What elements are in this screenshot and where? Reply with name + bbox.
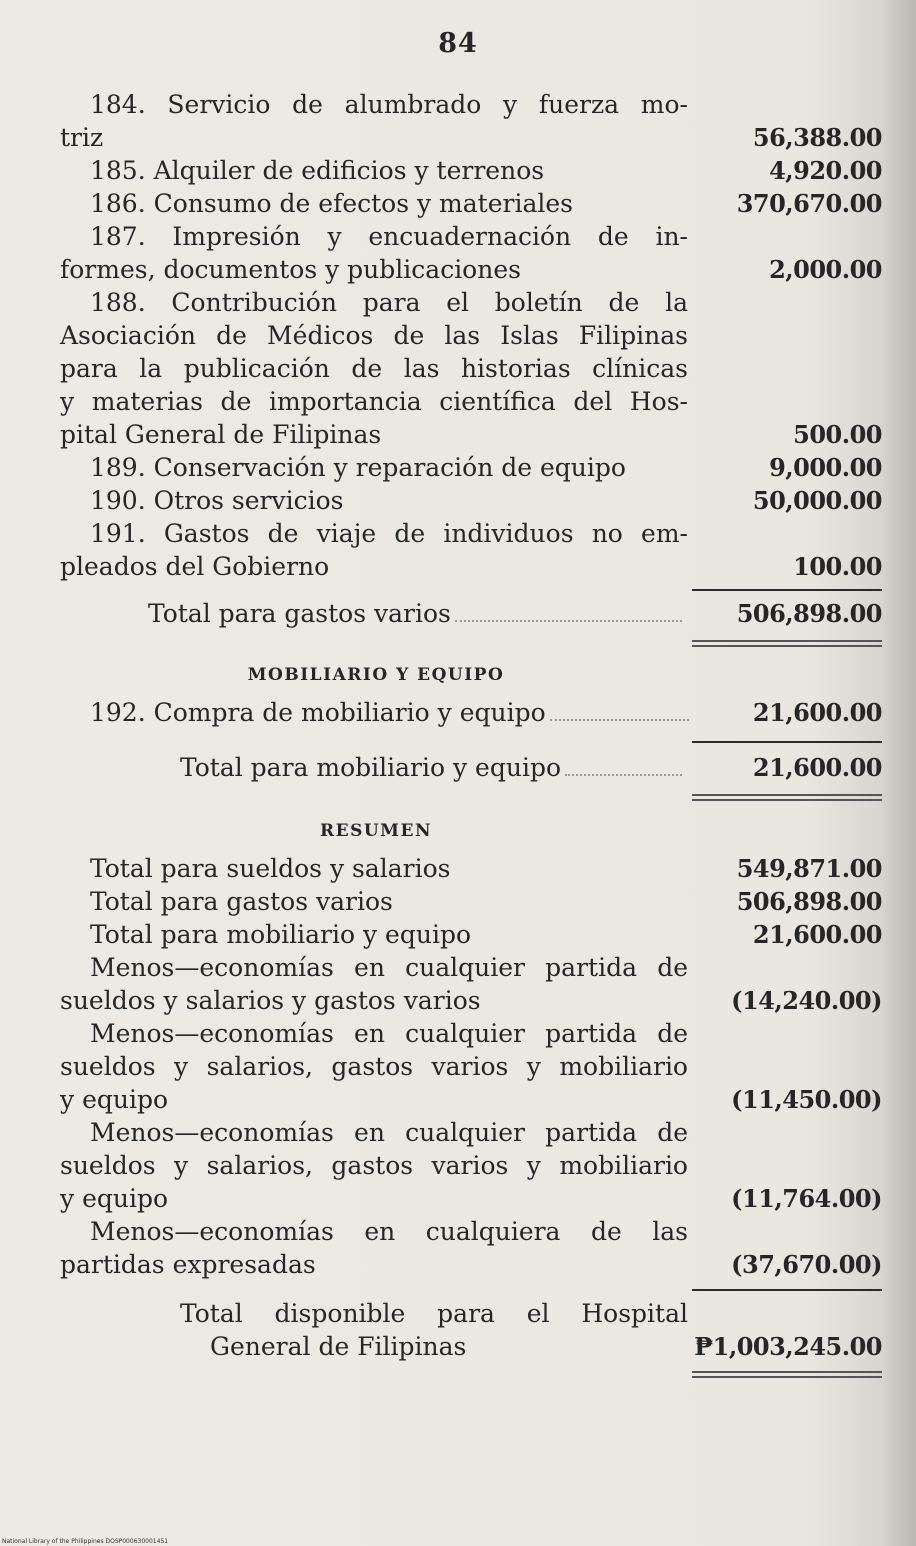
budget-item-text-line: y materias de importancia científica del Hos- <box>60 387 688 416</box>
budget-item-text-line: 189. Conservación y reparación de equipo <box>90 453 626 482</box>
resumen-item-text-line: Total para mobiliario y equipo <box>90 920 472 949</box>
double-rule <box>692 1371 882 1378</box>
resumen-item-row <box>60 1017 882 1116</box>
resumen-item-amount: (11,450.00) <box>731 1085 882 1114</box>
grand-total-line-2: General de Filipinas <box>210 1332 467 1361</box>
resumen-item-amount: 549,871.00 <box>736 854 882 883</box>
budget-item-text-line: 184. Servicio de alumbrado y fuerza mo- <box>90 90 688 119</box>
resumen-item-line <box>60 1050 688 1083</box>
resumen-item-row <box>60 1215 882 1281</box>
budget-item-text-line: 188. Contribución para el boletín de la <box>90 288 688 317</box>
mobiliario-item-row <box>60 696 882 729</box>
budget-item-amount: 56,388.00 <box>752 123 882 152</box>
library-footer: National Library of the Philippines DOSP000630001451 <box>2 1538 169 1545</box>
total-gastos-row <box>60 597 882 630</box>
dot-leader <box>550 719 689 721</box>
resumen-item-text-line: Menos—economías en cualquier partida de <box>90 1118 688 1147</box>
resumen-item-text-line: partidas expresadas <box>60 1250 316 1279</box>
resumen-item-amount: 506,898.00 <box>736 887 882 916</box>
resumen-item-amount: (37,670.00) <box>731 1250 882 1279</box>
resumen-item-text-line: sueldos y salarios, gastos varios y mobiliario <box>60 1052 688 1081</box>
resumen-item-text-line: y equipo <box>60 1184 169 1213</box>
budget-item-text-line: formes, documentos y publicaciones <box>60 255 521 284</box>
budget-item-text-line: 186. Consumo de efectos y materiales <box>90 189 573 218</box>
resumen-item-line <box>60 1017 688 1050</box>
dot-leader <box>455 620 682 622</box>
resumen-item-text-line: sueldos y salarios, gastos varios y mobiliario <box>60 1151 688 1180</box>
grand-total-amount: ₱1,003,245.00 <box>694 1332 882 1361</box>
resumen-item-text-line: Menos—economías en cualquier partida de <box>90 953 688 982</box>
resumen-item-text-line: Total para gastos varios <box>90 887 393 916</box>
resumen-item-text-line: sueldos y salarios y gastos varios <box>60 986 481 1015</box>
resumen-item-line <box>60 1116 688 1149</box>
resumen-list <box>60 852 882 1281</box>
resumen-item-line <box>60 1215 688 1248</box>
mobiliario-heading: MOBILIARIO Y EQUIPO <box>247 665 505 685</box>
resumen-item-row <box>60 852 882 885</box>
resumen-item-text-line: Total para sueldos y salarios <box>90 854 451 883</box>
budget-item-amount: 370,670.00 <box>736 189 882 218</box>
budget-item-line <box>60 220 688 253</box>
total-mobiliario-row <box>60 751 882 784</box>
total-gastos-amount: 506,898.00 <box>736 599 882 628</box>
budget-item-row <box>60 220 882 286</box>
budget-item-text-line: pleados del Gobierno <box>60 552 330 581</box>
budget-item-row <box>60 154 882 187</box>
subtotal-rule <box>692 589 882 591</box>
resumen-item-amount: (11,764.00) <box>731 1184 882 1213</box>
resumen-item-row <box>60 885 882 918</box>
budget-item-amount: 100.00 <box>793 552 882 581</box>
dot-leader <box>565 774 682 776</box>
budget-item-text-line: Asociación de Médicos de las Islas Filipinas <box>60 321 688 350</box>
subtotal-rule <box>692 1289 882 1291</box>
budget-item-line <box>60 88 688 121</box>
mobiliario-item-label: 192. Compra de mobiliario y equipo <box>90 698 546 727</box>
budget-item-amount: 500.00 <box>793 420 882 449</box>
items-list <box>60 88 882 583</box>
grand-total-row <box>60 1297 882 1363</box>
budget-item-text-line: 190. Otros servicios <box>90 486 344 515</box>
double-rule <box>692 794 882 801</box>
budget-item-row <box>60 286 882 451</box>
budget-item-text-line: 191. Gastos de viaje de individuos no em- <box>90 519 688 548</box>
budget-item-row <box>60 517 882 583</box>
budget-item-amount: 9,000.00 <box>769 453 882 482</box>
budget-item-text-line: 185. Alquiler de edificios y terrenos <box>90 156 545 185</box>
resumen-item-row <box>60 918 882 951</box>
budget-item-line <box>60 385 688 418</box>
mobiliario-item-amount: 21,600.00 <box>752 698 882 727</box>
resumen-item-text-line: y equipo <box>60 1085 169 1114</box>
resumen-item-text-line: Menos—economías en cualquiera de las <box>90 1217 688 1246</box>
budget-column <box>60 88 882 1378</box>
budget-item-line <box>60 517 688 550</box>
budget-item-row <box>60 451 882 484</box>
total-gastos-label: Total para gastos varios <box>148 599 451 628</box>
resumen-item-line <box>60 951 688 984</box>
budget-item-text-line: 187. Impresión y encuadernación de in- <box>90 222 688 251</box>
resumen-heading: RESUMEN <box>319 821 432 841</box>
budget-item-amount: 2,000.00 <box>769 255 882 284</box>
page-number: 84 <box>438 28 478 59</box>
resumen-item-text-line: Menos—economías en cualquier partida de <box>90 1019 688 1048</box>
budget-item-line <box>60 319 688 352</box>
resumen-item-amount: (14,240.00) <box>731 986 882 1015</box>
budget-item-row <box>60 187 882 220</box>
budget-item-amount: 4,920.00 <box>769 156 882 185</box>
budget-item-line <box>60 286 688 319</box>
budget-item-text-line: para la publicación de las historias clínicas <box>60 354 688 383</box>
resumen-item-row <box>60 951 882 1017</box>
resumen-item-row <box>60 1116 882 1215</box>
total-mobiliario-amount: 21,600.00 <box>752 753 882 782</box>
budget-item-row <box>60 88 882 154</box>
total-mobiliario-label: Total para mobiliario y equipo <box>180 753 562 782</box>
budget-item-text-line: triz <box>60 123 104 152</box>
budget-item-row <box>60 484 882 517</box>
double-rule <box>692 640 882 647</box>
resumen-item-line <box>60 1149 688 1182</box>
budget-item-amount: 50,000.00 <box>752 486 882 515</box>
subtotal-rule <box>692 741 882 743</box>
budget-item-line <box>60 352 688 385</box>
budget-item-text-line: pital General de Filipinas <box>60 420 382 449</box>
resumen-item-amount: 21,600.00 <box>752 920 882 949</box>
grand-total-line-1: Total disponible para el Hospital <box>180 1299 688 1328</box>
